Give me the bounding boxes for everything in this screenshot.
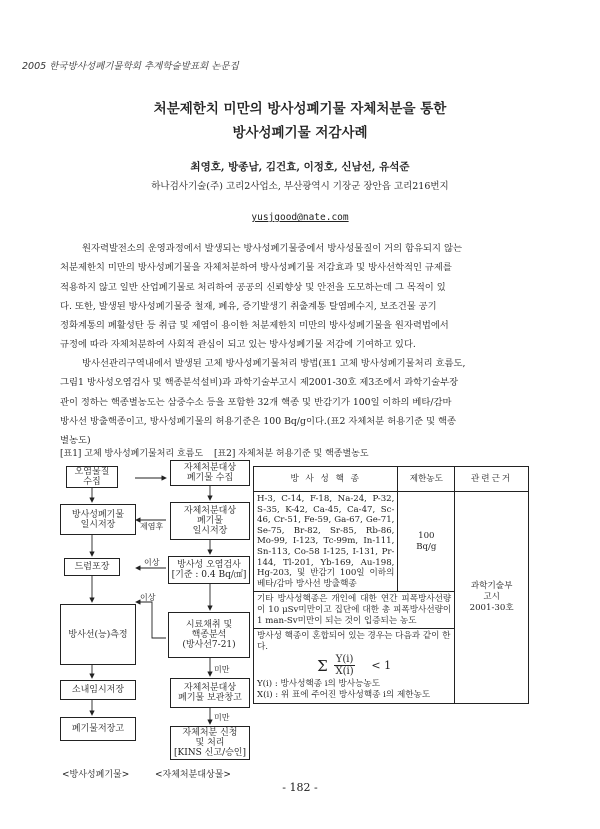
flow-box-contam-check xyxy=(168,556,250,584)
header-basis: 관련근거 xyxy=(455,467,529,492)
paragraph-line: 별농도) xyxy=(60,435,91,447)
flow-box-sampling xyxy=(168,612,250,658)
flow-box-drum-text: 드럼포장 xyxy=(74,562,110,572)
flow-box-contam-check-text: 방사성 오염검사 [기준 : 0.4 Bq/㎠] xyxy=(171,560,247,580)
paragraph-line: 관이 정하는 핵종별농도는 삼중수소 등을 포함한 32개 핵종 및 반감기가 100일 이하의 베타/감마 xyxy=(60,396,452,408)
flow-box-collect xyxy=(66,466,118,488)
flow-box-self-temp-text: 자체처분대상 폐기물 일시저장 xyxy=(183,506,237,536)
flow-box-self-collect-text: 자체처분대상 폐기물 수집 xyxy=(183,463,237,483)
label-above-2: 이상 xyxy=(140,593,156,602)
caption-self-disposal: <자체처분대상물> xyxy=(155,770,231,780)
arrow-above2 xyxy=(136,602,166,638)
table-header-row xyxy=(254,467,529,492)
paragraph-1 xyxy=(60,239,520,355)
flow-box-onsite-storage xyxy=(60,680,136,700)
paragraph-1-text xyxy=(60,239,520,355)
paragraph-line: 방사선관리구역내에서 발생된 고체 방사성폐기물처리 방법(표1 고체 방사성폐기물처리 흐름도, xyxy=(82,358,466,369)
paragraph-line: 적용하지 않고 일반 산업폐기물로 처리하여 공공의 신뢰향상 및 안전을 도모하는데 그 목적이 있 xyxy=(60,281,446,293)
table2-caption: [표2] 자체처분 허용기준 및 핵종별농도 xyxy=(213,449,369,459)
cell-basis: 과학기술부 고시 2001-30호 xyxy=(455,492,529,704)
flow-box-self-temp xyxy=(170,502,250,540)
paper-title-line1: 처분제한치 미만의 방사성폐기물 자체처분을 통한 xyxy=(153,101,447,117)
label-above-1: 이상 xyxy=(144,558,160,567)
formula-relation: < 1 xyxy=(371,658,392,672)
cell-mixed-nuclides xyxy=(254,629,455,703)
label-below-2: 미만 xyxy=(214,713,230,722)
flow-box-sampling-text: 시료채취 및 핵종분석 (방사선7-21) xyxy=(182,620,236,650)
email[interactable]: yusjgood@nate.com xyxy=(251,212,349,223)
definition-y: Y(i) : 방사성핵종 i의 방사능농도 xyxy=(257,679,381,690)
flow-box-waste-warehouse xyxy=(60,717,136,741)
flow-box-temp-storage xyxy=(60,504,136,535)
flow-box-waste-warehouse-text: 폐기물저장고 xyxy=(71,724,125,734)
cell-limit: 100 Bq/g xyxy=(398,492,455,592)
cell-other-nuclides: 기타 방사성핵종은 개인에 대한 연간 피폭방사선량이 10 μSv미만이고 집단에 대한 총 피폭방사선량이 1 man-Sv미만이 되는 것이 입증되는 농도 xyxy=(254,592,455,629)
paragraph-line: 정화계통의 폐활성탄 등 취급 및 제염이 용이한 처분제한치 미만의 방사성폐기물을 원자력법에서 xyxy=(60,320,449,332)
flow-box-apply xyxy=(170,726,250,760)
label-decontam: 제염후 xyxy=(140,522,164,531)
paper-title-line2: 방사성폐기물 저감사례 xyxy=(232,125,368,141)
flowchart xyxy=(60,460,250,760)
formula-numerator: Y(i) xyxy=(335,654,354,666)
paragraph-line: 원자력발전소의 운영과정에서 발생되는 방사성폐기물중에서 방사성물질이 거의 함유되지 않는 xyxy=(82,243,462,254)
flow-box-temp-storage-text: 방사성폐기물 일시저장 xyxy=(71,509,125,530)
flow-box-measure xyxy=(60,604,136,665)
table-row xyxy=(254,492,529,592)
affiliation: 하나검사기술(주) 고리2사업소, 부산광역시 기장군 장안읍 고리216번지 xyxy=(151,181,449,192)
flow-box-collect-text: 오염물질 수집 xyxy=(74,467,110,487)
cell-nuclide-list: H-3, C-14, F-18, Na-24, P-32, S-35, K-42, Ca-45, Ca-47, Sc-46, Cr-51, Fe-59, Ga-67, Ge-71, Se-75, Br-82, Sr-85, Rb-86, Mo-99, I-123, Tc-99m, In-111, Sn-113, Co-58 I-125, I-131, Pr-144, Tl-201, Yb-169, Au-198, Hg-203, 및 반감기 100일 이하의 베타/감마 방사선 방출핵종 xyxy=(254,492,398,592)
paragraph-line: 다. 또한, 발생된 방사성폐기물중 철재, 폐유, 증기발생기 취출계통 탈염폐수지, 보조건물 공기 xyxy=(60,300,437,312)
flow-box-measure-text: 방사선(능)측정 xyxy=(68,629,128,640)
header-nuclide: 방 사 성 핵 종 xyxy=(254,467,398,492)
figure-captions xyxy=(60,446,377,459)
paragraph-line: 규정에 따라 자체처분하여 사회적 관심이 되고 있는 방사성폐기물 저감에 기여하고 있다. xyxy=(60,339,416,351)
paragraph-line: 그림1 방사성오염검사 및 핵종분석설비)과 과학기술부고시 제2001-30호 제3조에서 과학기술부장 xyxy=(60,377,459,389)
flow-box-apply-text: 자체처분 신청 및 처리 [KINS 신고/승인] xyxy=(173,728,246,758)
caption-radioactive-waste: <방사성폐기물> xyxy=(62,770,130,780)
definition-x: X(i) : 위 표에 주어진 방사성핵종 i의 제한농도 xyxy=(257,689,431,700)
flow-box-self-warehouse xyxy=(170,678,250,708)
formula-denominator: X(i) xyxy=(335,666,354,678)
paragraph-line: 처분제한치 미만의 방사성폐기물을 자체처분하여 방사성폐기물 저감효과 및 방사선학적인 규제를 xyxy=(60,262,452,274)
paragraph-2-text xyxy=(60,354,520,450)
paragraph-2 xyxy=(60,354,520,450)
label-below-1: 미만 xyxy=(214,665,230,674)
flow-box-self-collect xyxy=(170,460,250,486)
table2-self-disposal-criteria xyxy=(253,466,529,704)
proceedings-header: 2005 한국방사성폐기물학회 추계학술발표회 논문집 xyxy=(22,61,239,72)
authors: 최영호, 방종남, 김건효, 이정호, 신남선, 유석준 xyxy=(190,161,410,173)
mixed-intro: 방사성 핵종이 혼합되어 있는 경우는 다음과 같이 한다. xyxy=(257,631,451,652)
formula-sum-symbol: Σ xyxy=(317,656,328,675)
flow-box-drum xyxy=(64,558,120,576)
paragraph-line: 방사선 방출핵종이고, 방사성폐기물의 허용기준은 100 Bq/g이다.(표2 자체처분 허용기준 및 핵종 xyxy=(60,415,456,427)
header-limit: 제한농도 xyxy=(398,467,455,492)
table1-caption: [표1] 고체 방사성폐기물처리 흐름도 xyxy=(60,449,204,459)
flow-box-onsite-storage-text: 소내임시저장 xyxy=(71,685,125,695)
flow-box-self-warehouse-text: 자체처분대상 폐기물 보관창고 xyxy=(178,683,242,703)
formula-fraction xyxy=(334,654,356,677)
sum-formula xyxy=(257,654,451,677)
page-number: - 182 - xyxy=(282,781,318,794)
